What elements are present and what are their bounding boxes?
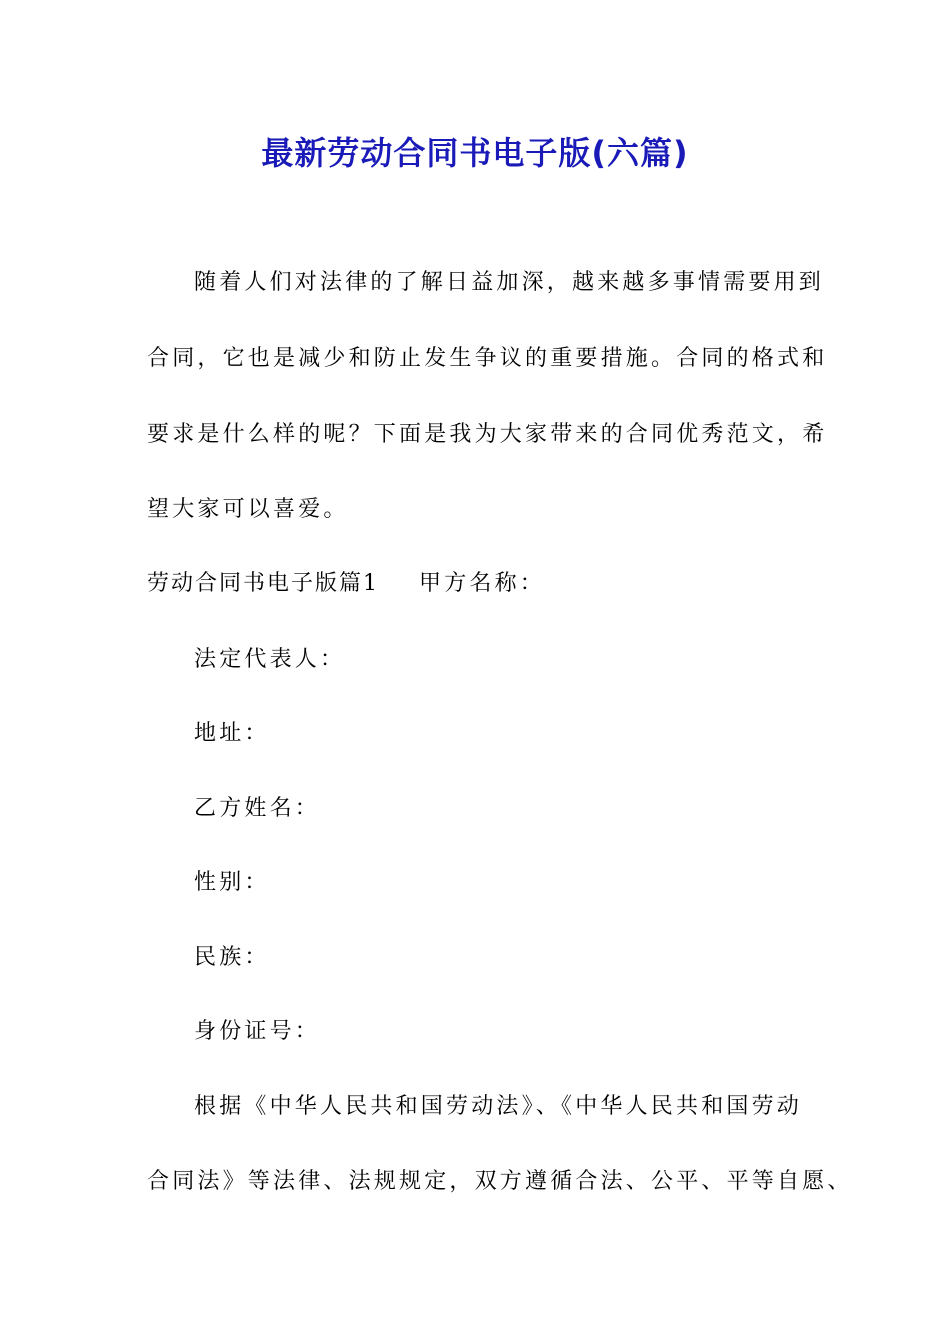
- section-heading-line: [147, 569, 545, 599]
- section-heading: 劳动合同书电子版篇1: [147, 571, 379, 596]
- intro-line-3: 要求是什么样的呢？下面是我为大家带来的合同优秀范文，希: [147, 422, 828, 447]
- field-party-b-name: 乙方姓名：: [194, 796, 321, 821]
- field-gender: 性别：: [194, 870, 270, 895]
- body-line-2: 合同法》等法律、法规规定，双方遵循合法、公平、平等自愿、: [147, 1169, 853, 1194]
- intro-line-1: 随着人们对法律的了解日益加深，越来越多事情需要用到: [194, 270, 825, 295]
- intro-line-4: 望大家可以喜爱。: [147, 497, 349, 522]
- field-id-number: 身份证号：: [194, 1019, 321, 1044]
- document-title: 最新劳动合同书电子版(六篇): [261, 134, 689, 172]
- body-line-1: 根据《中华人民共和国劳动法》、《中华人民共和国劳动: [194, 1094, 803, 1119]
- intro-line-2: 合同，它也是减少和防止发生争议的重要措施。合同的格式和: [147, 346, 828, 371]
- field-legal-representative: 法定代表人：: [194, 647, 346, 672]
- field-address: 地址：: [194, 721, 270, 746]
- field-ethnicity: 民族：: [194, 945, 270, 970]
- party-a-label: 甲方名称：: [419, 571, 546, 596]
